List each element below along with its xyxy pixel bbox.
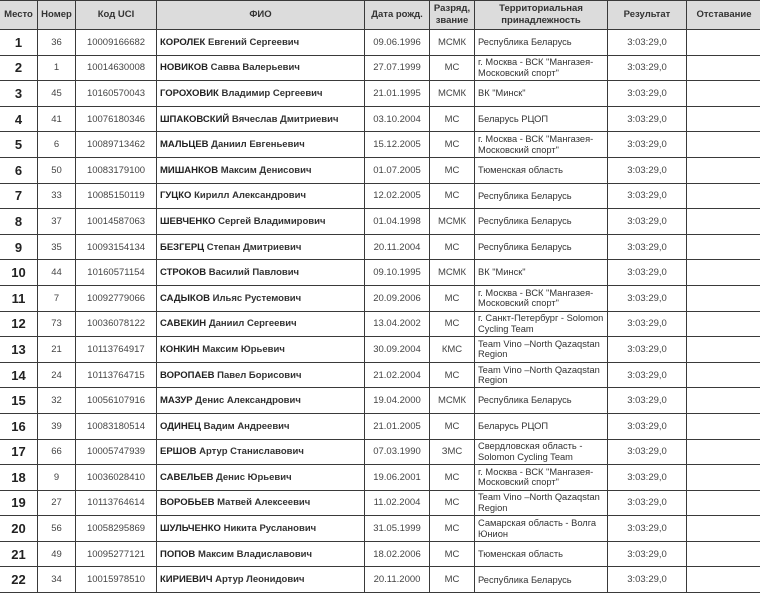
number-cell: 39 <box>38 413 76 439</box>
result-cell: 3:03:29,0 <box>608 567 687 593</box>
result-cell: 3:03:29,0 <box>608 234 687 260</box>
place-cell: 17 <box>0 439 38 465</box>
dob-cell: 03.10.2004 <box>365 106 430 132</box>
given-name: Максим Юрьевич <box>202 343 285 355</box>
place-cell: 20 <box>0 516 38 542</box>
surname: ВОРОПАЕВ <box>160 369 215 381</box>
gap-cell <box>687 30 760 56</box>
rank-cell: МС <box>430 413 475 439</box>
given-name: Кирилл Александрович <box>194 190 307 202</box>
rank-cell: МС <box>430 516 475 542</box>
number-cell: 35 <box>38 234 76 260</box>
number-cell: 7 <box>38 285 76 311</box>
table-row <box>0 337 760 363</box>
uci-cell: 10083179100 <box>76 157 157 183</box>
uci-cell: 10036078122 <box>76 311 157 337</box>
number-cell: 34 <box>38 567 76 593</box>
place-cell: 3 <box>0 81 38 107</box>
rank-cell: МС <box>430 311 475 337</box>
table-row <box>0 311 760 337</box>
number-cell: 33 <box>38 183 76 209</box>
header-place: Место <box>0 1 38 30</box>
surname: ГОРОХОВИК <box>160 87 219 99</box>
number-cell: 6 <box>38 132 76 158</box>
uci-cell: 10058295869 <box>76 516 157 542</box>
place-cell: 15 <box>0 388 38 414</box>
given-name: Павел Борисович <box>217 369 302 381</box>
rank-cell: МС <box>430 541 475 567</box>
territory-cell: Республика Беларусь <box>475 388 608 414</box>
territory-cell: Тюменская область <box>475 157 608 183</box>
header-dob: Дата рожд. <box>365 1 430 30</box>
result-cell: 3:03:29,0 <box>608 311 687 337</box>
gap-cell <box>687 362 760 388</box>
gap-cell <box>687 81 760 107</box>
uci-cell: 10083180514 <box>76 413 157 439</box>
header-rank: Разряд, звание <box>430 1 475 30</box>
gap-cell <box>687 516 760 542</box>
given-name: Никита Русланович <box>223 523 317 535</box>
territory-cell: Тюменская область <box>475 541 608 567</box>
given-name: Евгений Сергеевич <box>208 36 300 48</box>
gap-cell <box>687 465 760 491</box>
surname: ШЕВЧЕНКО <box>160 215 216 227</box>
result-cell: 3:03:29,0 <box>608 465 687 491</box>
result-cell: 3:03:29,0 <box>608 516 687 542</box>
territory-cell: Республика Беларусь <box>475 567 608 593</box>
territory-cell: г. Москва - ВСК "Мангазея-Московский спорт" <box>475 132 608 158</box>
place-cell: 19 <box>0 490 38 516</box>
number-cell: 27 <box>38 490 76 516</box>
given-name: Артур Станиславович <box>199 446 304 458</box>
dob-cell: 19.06.2001 <box>365 465 430 491</box>
place-cell: 21 <box>0 541 38 567</box>
result-cell: 3:03:29,0 <box>608 490 687 516</box>
number-cell: 44 <box>38 260 76 286</box>
given-name: Ильяс Рустемович <box>212 292 302 304</box>
gap-cell <box>687 183 760 209</box>
surname: САВЕКИН <box>160 318 207 330</box>
given-name: Денис Александрович <box>195 395 301 407</box>
surname: КОНКИН <box>160 343 200 355</box>
gap-cell <box>687 311 760 337</box>
table-row <box>0 234 760 260</box>
given-name: Вадим Андреевич <box>203 420 290 432</box>
surname: БЕЗГЕРЦ <box>160 241 205 253</box>
territory-cell: Самарская область - Волга Юнион <box>475 516 608 542</box>
table-row <box>0 55 760 81</box>
name-cell <box>157 567 365 593</box>
rank-cell: МС <box>430 567 475 593</box>
given-name: Степан Дмитриевич <box>206 241 302 253</box>
result-cell: 3:03:29,0 <box>608 106 687 132</box>
territory-cell: Свердловская область - Solomon Cycling Team <box>475 439 608 465</box>
surname: МАЗУР <box>160 395 193 407</box>
given-name: Даниил Сергеевич <box>208 318 297 330</box>
name-cell <box>157 516 365 542</box>
surname: СТРОКОВ <box>160 267 207 279</box>
place-cell: 5 <box>0 132 38 158</box>
name-cell <box>157 337 365 363</box>
name-cell <box>157 81 365 107</box>
territory-cell: Республика Беларусь <box>475 183 608 209</box>
rank-cell: МСМК <box>430 30 475 56</box>
dob-cell: 12.02.2005 <box>365 183 430 209</box>
uci-cell: 10036028410 <box>76 465 157 491</box>
given-name: Максим Денисович <box>220 164 312 176</box>
name-cell <box>157 311 365 337</box>
name-cell <box>157 413 365 439</box>
table-row <box>0 157 760 183</box>
place-cell: 12 <box>0 311 38 337</box>
gap-cell <box>687 55 760 81</box>
result-cell: 3:03:29,0 <box>608 439 687 465</box>
name-cell <box>157 157 365 183</box>
result-cell: 3:03:29,0 <box>608 157 687 183</box>
gap-cell <box>687 567 760 593</box>
gap-cell <box>687 490 760 516</box>
gap-cell <box>687 132 760 158</box>
number-cell: 49 <box>38 541 76 567</box>
territory-cell: г. Санкт-Петербург - Solomon Cycling Team <box>475 311 608 337</box>
result-cell: 3:03:29,0 <box>608 388 687 414</box>
rank-cell: МС <box>430 490 475 516</box>
dob-cell: 27.07.1999 <box>365 55 430 81</box>
name-cell <box>157 541 365 567</box>
territory-cell: Республика Беларусь <box>475 209 608 235</box>
header-name: ФИО <box>157 1 365 30</box>
table-row <box>0 362 760 388</box>
gap-cell <box>687 157 760 183</box>
surname: НОВИКОВ <box>160 62 208 74</box>
dob-cell: 21.01.1995 <box>365 81 430 107</box>
table-row <box>0 260 760 286</box>
rank-cell: МСМК <box>430 81 475 107</box>
rank-cell: МС <box>430 183 475 209</box>
uci-cell: 10160571154 <box>76 260 157 286</box>
surname: ГУЦКО <box>160 190 192 202</box>
name-cell <box>157 106 365 132</box>
place-cell: 14 <box>0 362 38 388</box>
territory-cell: Team Vino –North Qazaqstan Region <box>475 362 608 388</box>
surname: ВОРОБЬЕВ <box>160 497 215 509</box>
territory-cell: Республика Беларусь <box>475 30 608 56</box>
number-cell: 37 <box>38 209 76 235</box>
place-cell: 10 <box>0 260 38 286</box>
number-cell: 41 <box>38 106 76 132</box>
table-row <box>0 413 760 439</box>
surname: ЕРШОВ <box>160 446 197 458</box>
table-row <box>0 209 760 235</box>
table-row <box>0 490 760 516</box>
territory-cell: Беларусь РЦОП <box>475 413 608 439</box>
dob-cell: 15.12.2005 <box>365 132 430 158</box>
dob-cell: 01.07.2005 <box>365 157 430 183</box>
rank-cell: МС <box>430 234 475 260</box>
uci-cell: 10056107916 <box>76 388 157 414</box>
surname: ОДИНЕЦ <box>160 420 201 432</box>
name-cell <box>157 439 365 465</box>
place-cell: 2 <box>0 55 38 81</box>
place-cell: 11 <box>0 285 38 311</box>
place-cell: 4 <box>0 106 38 132</box>
name-cell <box>157 209 365 235</box>
number-cell: 36 <box>38 30 76 56</box>
place-cell: 1 <box>0 30 38 56</box>
uci-cell: 10113764917 <box>76 337 157 363</box>
gap-cell <box>687 234 760 260</box>
territory-cell: Team Vino –North Qazaqstan Region <box>475 337 608 363</box>
uci-cell: 10113764614 <box>76 490 157 516</box>
number-cell: 24 <box>38 362 76 388</box>
rank-cell: МС <box>430 132 475 158</box>
uci-cell: 10089713462 <box>76 132 157 158</box>
table-row <box>0 541 760 567</box>
header-result: Результат <box>608 1 687 30</box>
number-cell: 32 <box>38 388 76 414</box>
place-cell: 9 <box>0 234 38 260</box>
result-cell: 3:03:29,0 <box>608 132 687 158</box>
name-cell <box>157 362 365 388</box>
gap-cell <box>687 285 760 311</box>
dob-cell: 19.04.2000 <box>365 388 430 414</box>
header-number: Номер <box>38 1 76 30</box>
place-cell: 22 <box>0 567 38 593</box>
uci-cell: 10092779066 <box>76 285 157 311</box>
rank-cell: КМС <box>430 337 475 363</box>
number-cell: 73 <box>38 311 76 337</box>
name-cell <box>157 183 365 209</box>
surname: МАЛЬЦЕВ <box>160 139 209 151</box>
given-name: Вячеслав Дмитриевич <box>231 113 339 125</box>
dob-cell: 21.02.2004 <box>365 362 430 388</box>
rank-cell: ЗМС <box>430 439 475 465</box>
result-cell: 3:03:29,0 <box>608 55 687 81</box>
gap-cell <box>687 388 760 414</box>
table-row <box>0 439 760 465</box>
table-row <box>0 516 760 542</box>
uci-cell: 10160570043 <box>76 81 157 107</box>
table-row <box>0 388 760 414</box>
number-cell: 66 <box>38 439 76 465</box>
number-cell: 50 <box>38 157 76 183</box>
dob-cell: 07.03.1990 <box>365 439 430 465</box>
table-header <box>0 1 760 30</box>
territory-cell: Республика Беларусь <box>475 234 608 260</box>
name-cell <box>157 465 365 491</box>
number-cell: 45 <box>38 81 76 107</box>
uci-cell: 10095277121 <box>76 541 157 567</box>
uci-cell: 10076180346 <box>76 106 157 132</box>
gap-cell <box>687 413 760 439</box>
result-cell: 3:03:29,0 <box>608 337 687 363</box>
dob-cell: 20.11.2004 <box>365 234 430 260</box>
place-cell: 6 <box>0 157 38 183</box>
given-name: Сергей Владимирович <box>218 215 326 227</box>
surname: ШУЛЬЧЕНКО <box>160 523 221 535</box>
dob-cell: 31.05.1999 <box>365 516 430 542</box>
number-cell: 9 <box>38 465 76 491</box>
given-name: Савва Валерьевич <box>210 62 300 74</box>
territory-cell: ВК "Минск" <box>475 81 608 107</box>
name-cell <box>157 132 365 158</box>
place-cell: 18 <box>0 465 38 491</box>
rank-cell: МСМК <box>430 209 475 235</box>
table-row <box>0 285 760 311</box>
given-name: Даниил Евгеньевич <box>211 139 305 151</box>
result-cell: 3:03:29,0 <box>608 81 687 107</box>
dob-cell: 20.09.2006 <box>365 285 430 311</box>
gap-cell <box>687 260 760 286</box>
result-cell: 3:03:29,0 <box>608 183 687 209</box>
uci-cell: 10085150119 <box>76 183 157 209</box>
place-cell: 8 <box>0 209 38 235</box>
rank-cell: МС <box>430 465 475 491</box>
rank-cell: МС <box>430 362 475 388</box>
uci-cell: 10009166682 <box>76 30 157 56</box>
number-cell: 1 <box>38 55 76 81</box>
number-cell: 21 <box>38 337 76 363</box>
rank-cell: МСМК <box>430 388 475 414</box>
table-row <box>0 106 760 132</box>
rank-cell: МС <box>430 55 475 81</box>
surname: КОРОЛЕК <box>160 36 206 48</box>
name-cell <box>157 490 365 516</box>
gap-cell <box>687 106 760 132</box>
dob-cell: 13.04.2002 <box>365 311 430 337</box>
header-territory: Территориальная принадлежность <box>475 1 608 30</box>
place-cell: 16 <box>0 413 38 439</box>
given-name: Василий Павлович <box>208 267 300 279</box>
gap-cell <box>687 439 760 465</box>
given-name: Артур Леонидович <box>215 574 305 586</box>
uci-cell: 10113764715 <box>76 362 157 388</box>
name-cell <box>157 234 365 260</box>
territory-cell: Беларусь РЦОП <box>475 106 608 132</box>
table-body <box>0 30 760 593</box>
surname: КИРИЕВИЧ <box>160 574 213 586</box>
place-cell: 13 <box>0 337 38 363</box>
table-row <box>0 30 760 56</box>
dob-cell: 18.02.2006 <box>365 541 430 567</box>
table-row <box>0 465 760 491</box>
result-cell: 3:03:29,0 <box>608 285 687 311</box>
name-cell <box>157 260 365 286</box>
gap-cell <box>687 209 760 235</box>
number-cell: 56 <box>38 516 76 542</box>
name-cell <box>157 285 365 311</box>
result-cell: 3:03:29,0 <box>608 30 687 56</box>
territory-cell: г. Москва - ВСК "Мангазея-Московский спорт" <box>475 465 608 491</box>
territory-cell: г. Москва - ВСК "Мангазея-Московский спорт" <box>475 285 608 311</box>
uci-cell: 10014587063 <box>76 209 157 235</box>
dob-cell: 01.04.1998 <box>365 209 430 235</box>
surname: САДЫКОВ <box>160 292 210 304</box>
table-row <box>0 132 760 158</box>
rank-cell: МСМК <box>430 260 475 286</box>
dob-cell: 09.10.1995 <box>365 260 430 286</box>
header-uci: Код UCI <box>76 1 157 30</box>
uci-cell: 10015978510 <box>76 567 157 593</box>
name-cell <box>157 388 365 414</box>
table-row <box>0 81 760 107</box>
surname: САВЕЛЬЕВ <box>160 471 214 483</box>
gap-cell <box>687 541 760 567</box>
table-row <box>0 183 760 209</box>
header-gap: Отставание <box>687 1 760 30</box>
territory-cell: Team Vino –North Qazaqstan Region <box>475 490 608 516</box>
surname: ПОПОВ <box>160 548 196 560</box>
rank-cell: МС <box>430 106 475 132</box>
result-cell: 3:03:29,0 <box>608 541 687 567</box>
dob-cell: 21.01.2005 <box>365 413 430 439</box>
result-cell: 3:03:29,0 <box>608 413 687 439</box>
header-row <box>0 1 760 30</box>
given-name: Матвей Алексеевич <box>217 497 311 509</box>
result-cell: 3:03:29,0 <box>608 260 687 286</box>
dob-cell: 09.06.1996 <box>365 30 430 56</box>
territory-cell: г. Москва - ВСК "Мангазея-Московский спорт" <box>475 55 608 81</box>
name-cell <box>157 55 365 81</box>
rank-cell: МС <box>430 285 475 311</box>
result-cell: 3:03:29,0 <box>608 362 687 388</box>
name-cell <box>157 30 365 56</box>
surname: ШПАКОВСКИЙ <box>160 113 230 125</box>
dob-cell: 20.11.2000 <box>365 567 430 593</box>
place-cell: 7 <box>0 183 38 209</box>
rank-cell: МС <box>430 157 475 183</box>
table-row <box>0 567 760 593</box>
uci-cell: 10093154134 <box>76 234 157 260</box>
result-cell: 3:03:29,0 <box>608 209 687 235</box>
given-name: Владимир Сергеевич <box>221 87 323 99</box>
dob-cell: 11.02.2004 <box>365 490 430 516</box>
uci-cell: 10005747939 <box>76 439 157 465</box>
gap-cell <box>687 337 760 363</box>
territory-cell: ВК "Минск" <box>475 260 608 286</box>
uci-cell: 10014630008 <box>76 55 157 81</box>
given-name: Денис Юрьевич <box>216 471 292 483</box>
surname: МИШАНКОВ <box>160 164 219 176</box>
dob-cell: 30.09.2004 <box>365 337 430 363</box>
given-name: Максим Владиславович <box>197 548 313 560</box>
